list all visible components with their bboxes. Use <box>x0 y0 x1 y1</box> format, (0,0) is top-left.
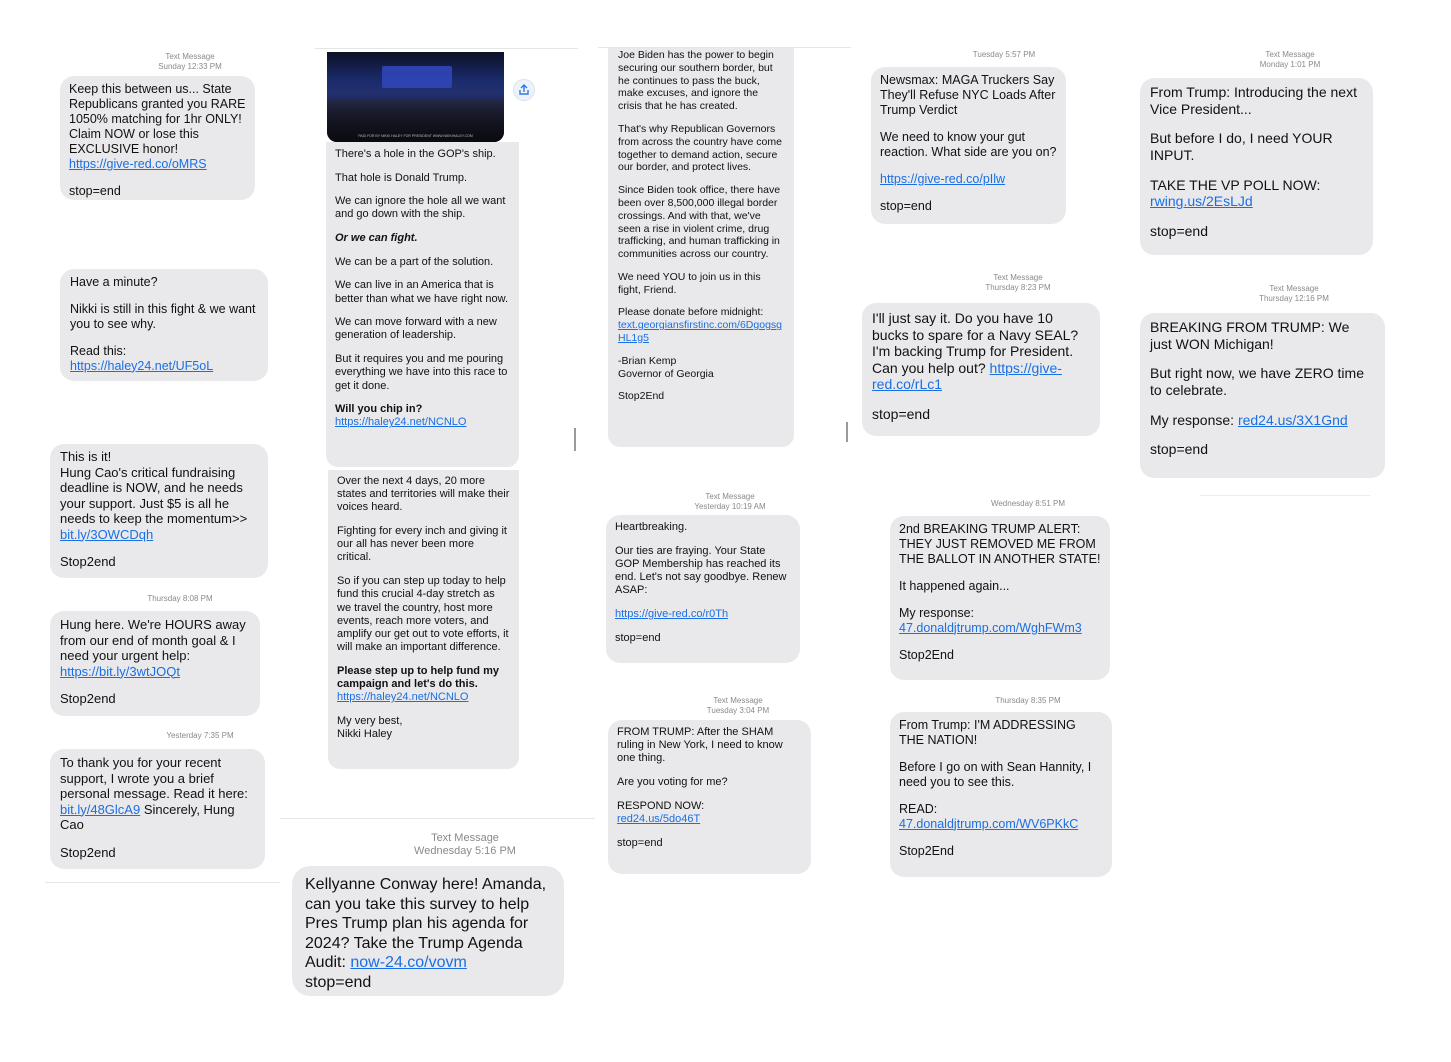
stop-text: stop=end <box>305 973 372 991</box>
message-text: RESPOND NOW: <box>617 799 705 812</box>
timestamp: Text Message Thursday 12:16 PM <box>1259 284 1329 303</box>
message-link[interactable]: https://haley24.net/NCNLO <box>337 691 469 704</box>
message-text: BREAKING FROM TRUMP: We just WON Michigan! <box>1150 319 1350 352</box>
stop-text: Stop2end <box>60 844 116 860</box>
message-text: To thank you for your recent support, I wrote you a brief personal message. Read it here: <box>60 755 248 801</box>
message-text: This is it! Hung Cao's critical fundraising deadline is NOW, and he needs your support. Just $5 is all he needs to keep the momentum>> <box>60 449 248 526</box>
message-text: Our ties are fraying. Your State GOP Membership has reached its end. Let's not say goodbye. Renew ASAP: <box>615 544 787 597</box>
message-text: Since Biden took office, there have been over 8,500,000 illegal border crossings. And with that, we've seen a rise in violent crime, drug trafficking, and human trafficking in communities across our country. <box>618 184 781 261</box>
message-text: Are you voting for me? <box>617 776 728 789</box>
message-text: We can live in an America that is better than what we have right now. <box>335 279 509 305</box>
message-text: TAKE THE VP POLL NOW: <box>1150 176 1321 193</box>
message-link[interactable]: 47.donaldjtrump.com/WghFWm3 <box>899 620 1082 635</box>
timestamp: Yesterday 7:35 PM <box>166 731 234 740</box>
stop-text: Stop2end <box>60 554 116 570</box>
message-link[interactable]: https://give-red.co/pIlw <box>880 171 1006 186</box>
message-bubble <box>608 48 794 447</box>
message-text: Sincerely, Hung Cao <box>60 801 235 832</box>
message-bubble <box>606 515 800 663</box>
message-link[interactable]: bit.ly/48GlcA9 <box>60 801 141 817</box>
message-text: That's why Republican Governors from across the country have come together to demand action, secure our border, and protect lives. <box>618 122 782 174</box>
message-text: I'll just say it. Do you have 10 bucks to spare for a Navy SEAL? I'm backing Trump for President. Can you help out? <box>872 310 1079 376</box>
message-bubble <box>326 142 519 467</box>
message-bubble <box>292 866 564 996</box>
stop-text: stop=end <box>880 198 932 213</box>
timestamp: Text Message Thursday 8:23 PM <box>985 273 1051 292</box>
message-text: Hung here. We're HOURS away from our end of month goal & I need your urgent help: <box>60 617 246 663</box>
timestamp: Thursday 8:35 PM <box>995 696 1061 705</box>
message-text: Nikki is still in this fight & we want you to see why. <box>70 301 256 331</box>
timestamp: Text Message Tuesday 3:04 PM <box>706 696 770 715</box>
message-text: We can be a part of the solution. <box>335 255 494 268</box>
message-link[interactable]: red24.us/3X1Gnd <box>1237 411 1348 428</box>
message-text: Have a minute? <box>70 275 158 289</box>
stop-text: stop=end <box>615 631 661 644</box>
timestamp: Text Message Monday 1:01 PM <box>1259 50 1321 69</box>
message-link[interactable]: rwing.us/2EsLJd <box>1150 193 1253 210</box>
message-text: Read this: <box>70 343 127 358</box>
timestamp: Wednesday 8:51 PM <box>990 499 1066 508</box>
message-link[interactable]: text.georgiansfirstinc.com/6DgogsgHL1g5 <box>618 319 782 345</box>
message-text: It happened again... <box>899 578 1010 593</box>
message-bubble <box>50 444 268 578</box>
timestamp: Thursday 8:08 PM <box>147 594 213 603</box>
divider <box>45 882 280 883</box>
message-bubble <box>60 76 255 200</box>
message-text: But it requires you and me pouring everything we have into this race to get it done. <box>335 353 508 392</box>
message-bubble <box>608 720 811 874</box>
stop-text: Stop2End <box>899 843 954 858</box>
message-text: -Brian Kemp Governor of Georgia <box>618 354 714 380</box>
stop-text: stop=end <box>617 836 663 849</box>
message-bubble <box>50 611 260 716</box>
stop-text: stop=end <box>1150 222 1208 239</box>
message-text: So if you can step up today to help fund this crucial 4-day stretch as we travel the country, host more events, reach more voters, and amplify our get out to vote efforts, it will make an important difference. <box>337 575 509 654</box>
message-text: We can ignore the hole all we want and go down with the ship. <box>335 195 506 221</box>
timestamp: Tuesday 5:57 PM <box>972 50 1036 59</box>
scroll-indicator <box>574 428 576 451</box>
message-text: From Trump: Introducing the next Vice President... <box>1150 84 1357 117</box>
divider <box>1200 495 1370 496</box>
message-text: We need to know your gut reaction. What side are you on? <box>880 129 1057 159</box>
message-text: Kellyanne Conway here! Amanda, can you take this survey to help Pres Trump plan his agenda for 2024? Take the Trump Agenda Audit: <box>305 876 547 971</box>
message-bubble <box>50 749 265 869</box>
message-link[interactable]: https://give-red.co/oMRS <box>69 157 207 171</box>
stop-text: Stop2End <box>899 647 954 662</box>
message-link[interactable]: https://give-red.co/rLc1 <box>872 359 1062 392</box>
message-text: My response: <box>1150 411 1238 428</box>
message-bubble <box>871 67 1066 224</box>
scroll-indicator <box>846 422 848 442</box>
divider <box>315 48 578 49</box>
timestamp: Text Message Yesterday 10:19 AM <box>694 492 766 511</box>
message-bubble <box>890 712 1112 877</box>
message-text: Before I go on with Sean Hannity, I need you to see this. <box>899 759 1092 789</box>
message-text: Or we can fight. <box>335 232 418 245</box>
message-text: From Trump: I'M ADDRESSING THE NATION! <box>899 718 1076 747</box>
message-bubble <box>1140 313 1385 478</box>
message-link[interactable]: https://give-red.co/r0Th <box>615 607 729 620</box>
message-text: We can move forward with a new generation of leadership. <box>335 316 497 342</box>
divider <box>280 818 595 819</box>
message-text: Keep this between us... State Republicans granted you RARE 1050% matching for 1hr ONLY! Claim NOW or lose this EXCLUSIVE honor! <box>69 82 246 156</box>
stop-text: stop=end <box>69 183 121 198</box>
stop-text: Stop2End <box>618 390 665 403</box>
photo-caption: PAID FOR BY NIKKI HALEY FOR PRESIDENT WWW.NIKKIHALEY.COM <box>358 134 473 138</box>
message-link[interactable]: https://haley24.net/NCNLO <box>335 416 467 429</box>
stop-text: Stop2end <box>60 691 116 707</box>
message-text: But before I do, I need YOUR INPUT. <box>1150 130 1333 163</box>
message-link[interactable]: https://bit.ly/3wtJOQt <box>60 663 180 679</box>
stop-text: stop=end <box>1150 441 1208 458</box>
message-text: But right now, we have ZERO time to celebrate. <box>1150 365 1364 398</box>
message-text: Heartbreaking. <box>615 521 688 533</box>
message-bubble <box>890 516 1110 680</box>
message-link[interactable]: red24.us/5do46T <box>617 812 701 825</box>
message-text: Please donate before midnight: <box>618 306 764 319</box>
message-link[interactable]: bit.ly/3OWCDqh <box>60 526 154 542</box>
message-bubble <box>1140 78 1373 255</box>
message-text: Newsmax: MAGA Truckers Say They'll Refuse NYC Loads After Trump Verdict <box>880 73 1056 117</box>
message-text: Fighting for every inch and giving it our all has never been more critical. <box>337 525 507 564</box>
message-link[interactable]: https://haley24.net/UF5oL <box>70 358 214 373</box>
message-bubble <box>60 269 268 381</box>
message-text: Joe Biden has the power to begin securing our southern border, but he continues to pass the buck, make excuses, and ignore the crisis that he has created. <box>618 49 774 113</box>
message-text: 2nd BREAKING TRUMP ALERT: THEY JUST REMOVED ME FROM THE BALLOT IN ANOTHER STATE! <box>899 522 1101 566</box>
message-text: Will you chip in? <box>335 403 423 416</box>
message-link[interactable]: now-24.co/vovm <box>350 954 467 971</box>
share-icon[interactable] <box>513 79 535 101</box>
message-text: READ: <box>899 801 938 816</box>
message-bubble <box>328 470 519 769</box>
message-link[interactable]: 47.donaldjtrump.com/WV6PKkC <box>899 816 1079 831</box>
message-text: Please step up to help fund my campaign and let's do this. <box>337 664 499 690</box>
message-text: That hole is Donald Trump. <box>335 171 468 184</box>
message-text: There's a hole in the GOP's ship. <box>335 148 496 160</box>
stop-text: stop=end <box>872 405 930 422</box>
message-text: My very best, Nikki Haley <box>337 714 403 740</box>
timestamp: Text Message Wednesday 5:16 PM <box>414 832 516 857</box>
timestamp: Text Message Sunday 12:33 PM <box>158 52 222 71</box>
message-text: Over the next 4 days, 20 more states and territories will make their voices heard. <box>337 475 510 514</box>
message-text: My response: <box>899 605 975 620</box>
message-bubble <box>862 303 1100 436</box>
rally-photo <box>327 52 504 142</box>
message-text: We need YOU to join us in this fight, Friend. <box>618 270 761 296</box>
message-text: FROM TRUMP: After the SHAM ruling in New York, I need to know one thing. <box>617 726 783 765</box>
